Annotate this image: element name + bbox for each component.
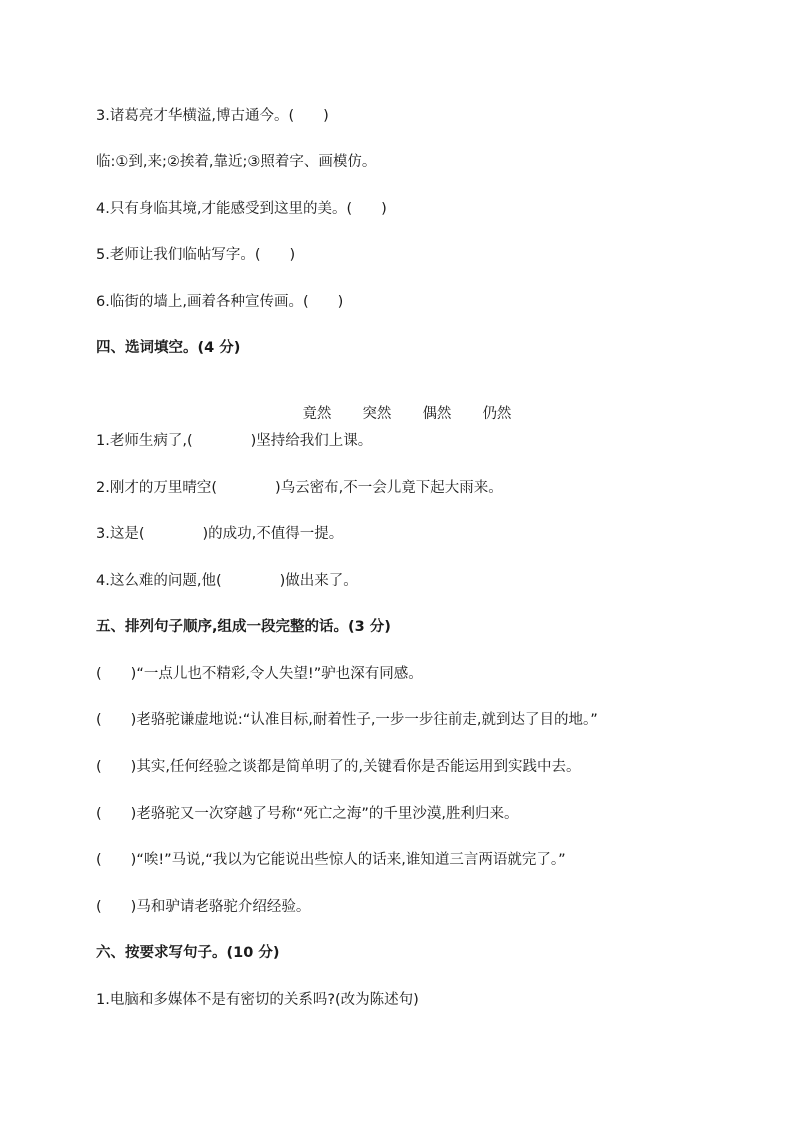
order-sentence-3: ( )其实,任何经验之谈都是简单明了的,关键看你是否能运用到实践中去。 [96,759,581,775]
question-3-zhuge-liang: 3.诸葛亮才华横溢,博古通今。( ) [96,108,329,124]
order-sentence-4: ( )老骆驼又一次穿越了号称“死亡之海”的千里沙漠,胜利归来。 [96,806,519,822]
word-bank-item: 仍然 [482,406,512,422]
definition-lin: 临:①到,来;②挨着,靠近;③照着字、画模仿。 [96,154,377,170]
fill-blank-4: 4.这么难的问题,他( )做出来了。 [96,573,358,589]
order-sentence-6: ( )马和驴请老骆驼介绍经验。 [96,899,311,915]
word-bank-item: 竟然 [302,406,332,422]
question-4: 4.只有身临其境,才能感受到这里的美。( ) [96,201,387,217]
fill-blank-1: 1.老师生病了,( )坚持给我们上课。 [96,433,373,449]
section-5-heading: 五、排列句子顺序,组成一段完整的话。(3 分) [96,619,391,635]
question-6: 6.临街的墙上,画着各种宣传画。( ) [96,294,344,310]
order-sentence-2: ( )老骆驼谦虚地说:“认准目标,耐着性子,一步一步往前走,就到达了目的地。” [96,712,598,728]
fill-blank-3: 3.这是( )的成功,不值得一提。 [96,526,344,542]
section-6-heading: 六、按要求写句子。(10 分) [96,945,280,961]
section-4-heading: 四、选词填空。(4 分) [96,340,241,356]
order-sentence-5: ( )“唉!”马说,“我以为它能说出些惊人的话来,谁知道三言两语就完了。” [96,852,566,868]
question-5: 5.老师让我们临帖写字。( ) [96,247,296,263]
fill-blank-2: 2.刚才的万里晴空( )乌云密布,不一会儿竟下起大雨来。 [96,480,503,496]
order-sentence-1: ( )“一点儿也不精彩,令人失望!”驴也深有同感。 [96,666,423,682]
rewrite-question-1: 1.电脑和多媒体不是有密切的关系吗?(改为陈述句) [96,992,419,1008]
word-bank-item: 偶然 [422,406,452,422]
word-bank-item: 突然 [362,406,392,422]
